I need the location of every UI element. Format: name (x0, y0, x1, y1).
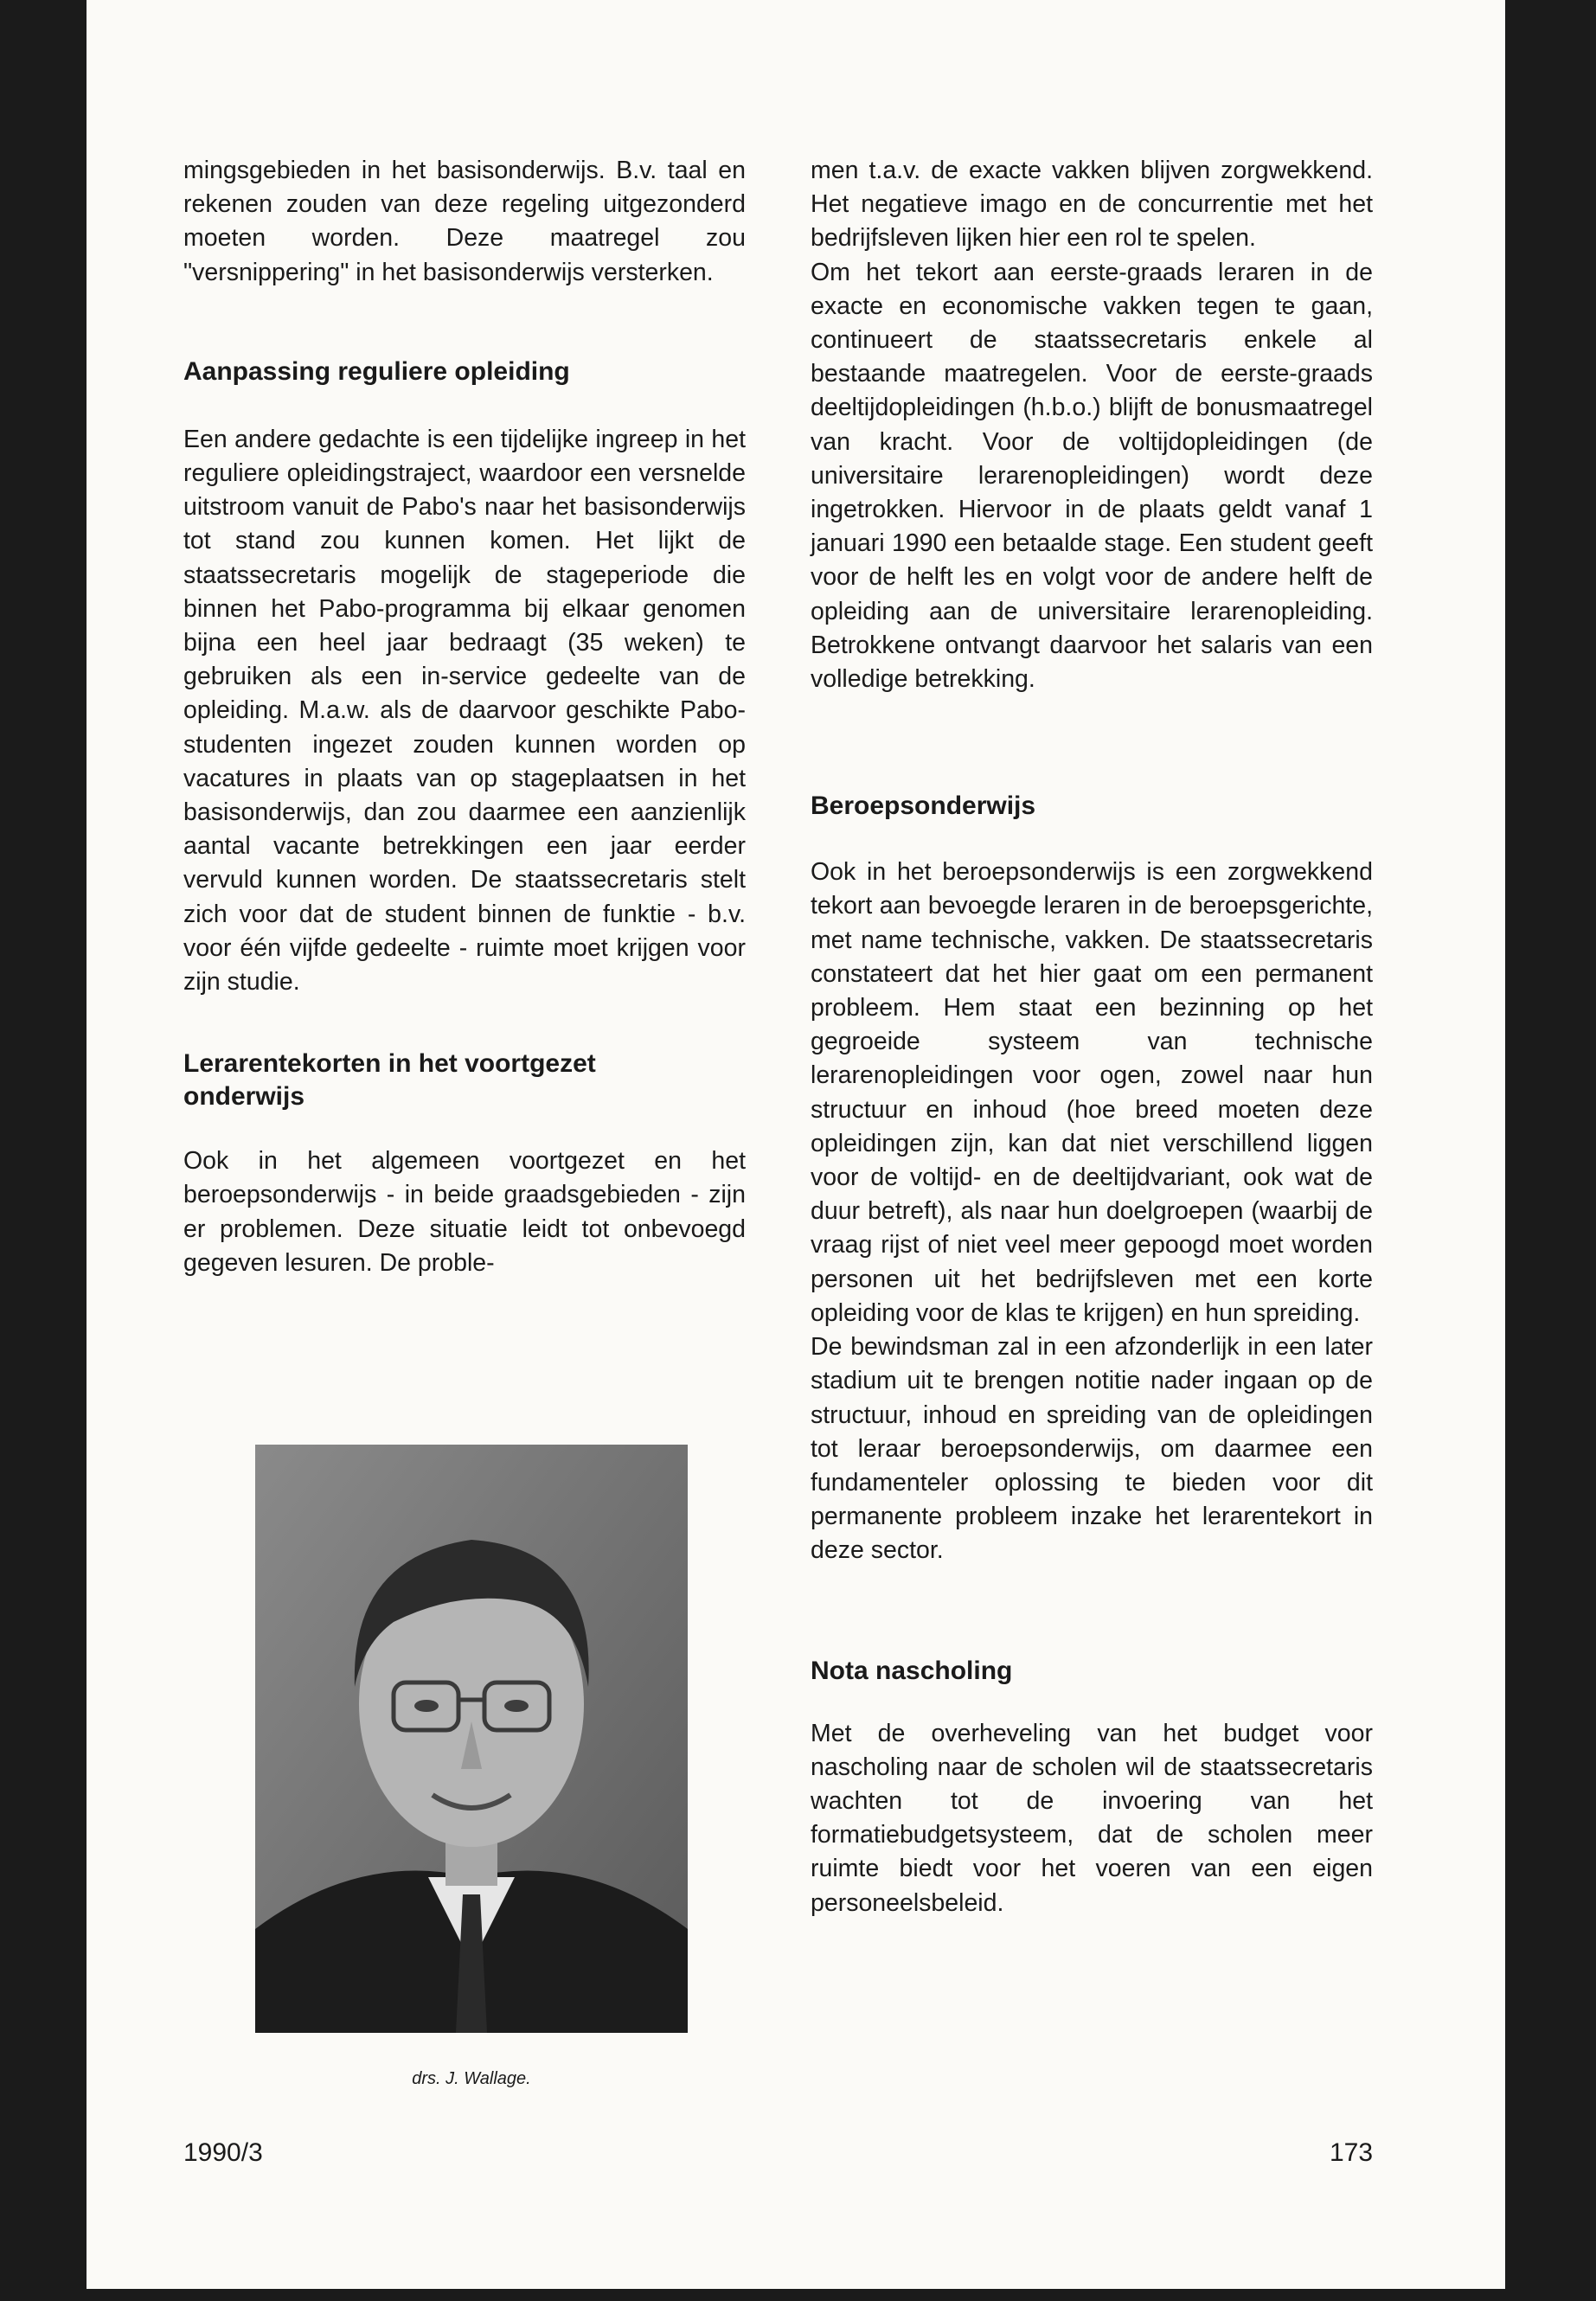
issue-number: 1990/3 (183, 2138, 263, 2167)
heading-lerarentekorten: Lerarentekorten in het voortgezet onderwijs (183, 1049, 596, 1112)
page-number: 173 (1330, 2138, 1374, 2167)
heading-aanpassing: Aanpassing reguliere opleiding (183, 356, 570, 386)
paragraph-aanpassing: Een andere gedachte is een tijdelijke ingreep in het reguliere opleidingstraject, waardoor een versnelde uitstroom vanuit de Pabo's naar het basisonderwijs tot stand zou kunnen komen. Het lijkt de staatssecretaris mogelijk de stageperiode die binnen het Pabo-programma bij elkaar genomen bijna een heel jaar bedraagt (35 weken) te gebruiken als een in-service gedeelte van de opleiding. M.a.w. als de daarvoor geschikte Pabo-studenten ingezet zouden kunnen worden op vacatures in plaats van op stageplaatsen in het basisonderwijs, dan zou daarmee een aanzienlijk aantal vacante betrekkingen een jaar eerder vervuld kunnen worden. De staatssecretaris stelt zich voor dat de student binnen de funktie - b.v. voor één vijfde gedeelte - ruimte moet krijgen voor zijn studie. (183, 425, 746, 997)
paragraph-intro-right: men t.a.v. de exacte vakken blijven zorgwekkend. Het negatieve imago en de concurrentie met het bedrijfsleven lijken hier een rol te spelen. (811, 157, 1373, 253)
portrait-illustration (255, 1445, 688, 2033)
paragraph-lerarentekorten: Ook in het algemeen voortgezet en het beroepsonderwijs - in beide graadsgebieden - zijn er problemen. Deze situatie leidt tot onbevoegd gegeven lesuren. De proble- (183, 1147, 746, 1277)
paragraph-tekort: Om het tekort aan eerste-graads leraren in de exacte en economische vakken tegen te gaan, continueert de staatssecretaris enkele al bestaande maatregelen. Voor de eerste-graads deeltijdopleidingen (h.b.o.) blijft de bonusmaatregel van kracht. Voor de voltijdopleidingen (de universitaire lerarenopleidingen) wordt deze ingetrokken. Hiervoor in de plaats geldt vanaf 1 januari 1990 een betaalde stage. Een student geeft voor de helft les en volgt voor de andere helft de opleiding aan de universitaire lerarenopleiding. Betrokkene ontvangt daarvoor het salaris van een volledige betrekking. (811, 258, 1373, 694)
document-page (87, 0, 1505, 2289)
right-column (811, 154, 1373, 1920)
paragraph-beroepsonderwijs-2: De bewindsman zal in een afzonderlijk in een later stadium uit te brengen notitie nader ingaan op de structuur, inhoud en spreiding van de opleidingen tot leraar beroepsonderwijs, om daarmee een fundamenteler oplossing te bieden voor dit permanente probleem inzake het lerarentekort in deze sector. (811, 1333, 1373, 1565)
paragraph-nota-nascholing: Met de overheveling van het budget voor nascholing naar de scholen wil de staatssecretaris wachten tot de invoering van het formatiebudgetsysteem, dat de scholen meer ruimte biedt voor het voeren van een eigen personeelsbeleid. (811, 1719, 1373, 1917)
photo-caption: drs. J. Wallage. (412, 2069, 531, 2088)
heading-nota-nascholing: Nota nascholing (811, 1656, 1013, 1685)
portrait-photo (255, 1445, 688, 2033)
paragraph-intro-left: mingsgebieden in het basisonderwijs. B.v. taal en rekenen zouden van deze regeling uitgezonderd moeten worden. Deze maatregel zou "versnippering" in het basisonderwijs versterken. (183, 157, 746, 286)
paragraph-beroepsonderwijs-1: Ook in het beroepsonderwijs is een zorgwekkend tekort aan bevoegde leraren in de beroepsgerichte, met name technische, vakken. De staatssecretaris constateert dat het hier gaat om een permanent probleem. Hem staat een bezinning op het gegroeide systeem van technische lerarenopleidingen voor ogen, zowel naar hun structuur en inhoud (hoe breed moeten deze opleidingen zijn, kan dat niet verschillend liggen voor de voltijd- en de deeltijdvariant, ook wat de duur betreft), als naar hun doelgroepen (waarbij de vraag rijst of niet veel meer gepoogd moet worden personen uit het bedrijfsleven met een korte opleiding voor de klas te krijgen) en hun spreiding. (811, 858, 1373, 1327)
heading-beroepsonderwijs: Beroepsonderwijs (811, 792, 1036, 821)
left-column (183, 154, 746, 1280)
